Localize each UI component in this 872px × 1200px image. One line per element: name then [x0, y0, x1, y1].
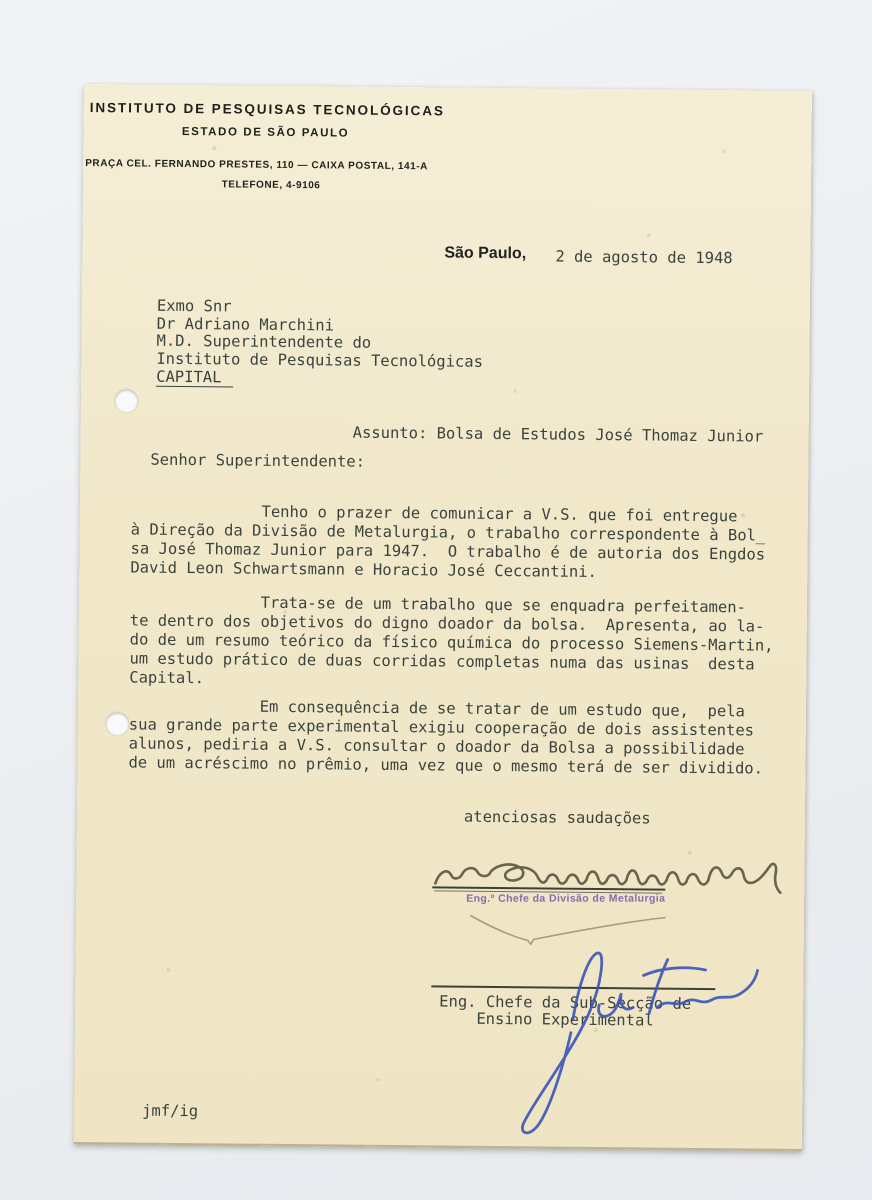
punch-hole-bottom: [106, 712, 129, 735]
letterhead-address-line: PRAÇA CEL. FERNANDO PRESTES, 110 — CAIXA POSTAL, 141-A: [85, 158, 428, 173]
paper-foxing-specks: [84, 84, 86, 86]
salutation-line: Senhor Superintendente:: [150, 450, 366, 471]
recipient-block: Exmo Snr Dr Adriano Marchini M.D. Superintendente do Instituto de Pesquisas Tecnológicas: [156, 296, 484, 371]
signature-franca-stroke-ranca: [657, 970, 757, 1009]
signer-title-block: Eng. Chefe da Sub-Secção de Ensino Experimental: [438, 992, 692, 1030]
body-paragraph-1: Tenho o prazer de comunicar a V.S. que foi entregue à Direção da Divisão de Metalurgia, o trabalho correspondente à Bol̲ sa José Thomaz Junior para 1947. O trabalho é de autoria dos Engdos David Leon Schwartsmann e Horacio José Ceccantini.: [130, 501, 766, 581]
dateline-city: São Paulo,: [444, 244, 527, 263]
signature-franca-stroke-u: [599, 993, 634, 1017]
body-paragraph-2: Trata-se de um trabalho que se enquadra perfeitamen- te dentro dos objetivos do digno doador da bolsa. Apresenta, ao la- do de um resumo teórico da físico química do processo Siemens-Martin, um estudo prático de duas corridas completas numa das usinas desta Capital.: [129, 592, 774, 688]
letterhead-state-line: ESTADO DE SÃO PAULO: [181, 125, 350, 140]
dateline-date: 2 de agosto de 1948: [555, 247, 733, 268]
signature-franca-stroke-fbar: [643, 967, 705, 976]
signature-franca-image: [460, 940, 772, 1143]
reference-initials: jmf/ig: [142, 1101, 199, 1121]
subject-line: Assunto: Bolsa de Estudos José Thomaz Junior: [352, 423, 764, 446]
recipient-city-underlined: CAPITAL: [156, 368, 234, 388]
closing-line: atenciosas saudações: [463, 807, 651, 828]
body-paragraph-3: Em consequência de se tratar de um estudo que, pela sua grande parte experimental exigiu cooperação de dois assistentes alunos, pediria a V.S. consultar o doador da Bolsa a possibilidade de um acréscimo no prêmio, uma vez que o mesmo terá de ser dividido.: [128, 696, 764, 778]
letterhead-phone-line: TELEFONE, 4-9106: [221, 179, 321, 192]
punch-hole-top: [115, 389, 138, 412]
signature-franca-stroke-j: [522, 952, 602, 1133]
letter-paper: [74, 84, 812, 1151]
letterhead-institute-name: INSTITUTO DE PESQUISAS TECNOLÓGICAS: [89, 100, 445, 119]
metallurgy-chief-stamp: Eng.º Chefe da Divisão de Metalurgia: [466, 892, 666, 905]
